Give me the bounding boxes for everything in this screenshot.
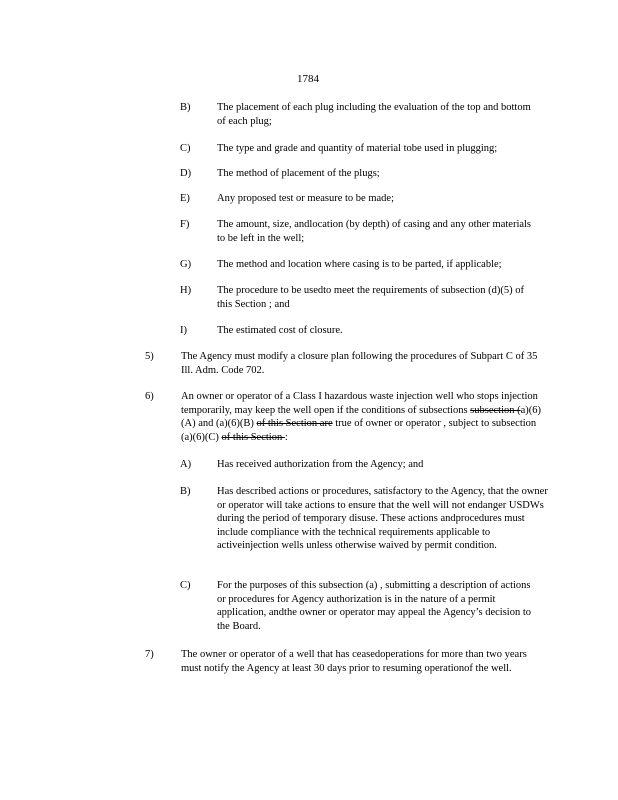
item-text: Has described actions or procedures, satisfactory to the Agency, that the owner or operator will take actions to ensure that the well will not endanger USDWs during the period of temporary disuse. These actions andprocedures must include compliance with the technical requirements applicable to activeinjection wells unless otherwise waived by permit condition. (217, 486, 548, 551)
item-label: B) (180, 486, 191, 497)
item-text: Has received authorization from the Agency; and (217, 459, 424, 470)
item-label: D) (180, 168, 192, 179)
item-text: The method of placement of the plugs; (217, 168, 380, 179)
item-label: A) (180, 459, 192, 470)
text-run: true of owner or operator , subject to subsection (a)(6)(C) (181, 418, 537, 443)
item-label: E) (180, 193, 190, 204)
item-text: The procedure to be usedto meet the requirements of subsection (d)(5) of this Section ; and (217, 285, 525, 310)
item-text: For the purposes of this subsection (a) , submitting a description of actions or procedures for Agency authorization is in the nature of a permit application, andthe owner or operator may appeal the Agency’s decision to the Board. (217, 580, 532, 632)
text-run: An owner or operator of a Class I hazardous waste injection well who stops injection temporarily, may keep the well open if the conditions of subsections (181, 391, 538, 416)
item-text: The estimated cost of closure. (217, 325, 343, 336)
item-label: 6) (145, 391, 154, 402)
item-text (181, 390, 542, 444)
item-text: Any proposed test or measure to be made; (217, 193, 394, 204)
item-label: F) (180, 219, 190, 230)
item-text: The Agency must modify a closure plan following the procedures of Subpart C of 35 Ill. Adm. Code 702. (181, 351, 538, 376)
text-run: : (284, 431, 288, 443)
item-text: The placement of each plug including the evaluation of the top and bottom of each plug; (217, 102, 531, 127)
item-label: G) (180, 259, 192, 270)
item-text: The method and location where casing is to be parted, if applicable; (217, 259, 502, 270)
item-label: 5) (145, 351, 154, 362)
item-label: C) (180, 580, 191, 591)
item-label: I) (180, 325, 187, 336)
deleted-text: subsection ( (470, 404, 521, 416)
item-text: The amount, size, andlocation (by depth) of casing and any other materials to be left in the well; (217, 219, 532, 244)
item-text: The type and grade and quantity of material tobe used in plugging; (217, 143, 498, 154)
deleted-text: of this Section (221, 431, 285, 443)
item-label: B) (180, 102, 191, 113)
deleted-text: of this Section are (256, 418, 333, 429)
item-label: C) (180, 143, 191, 154)
page-number: 1784 (297, 73, 319, 85)
item-label: 7) (145, 649, 154, 660)
item-text: The owner or operator of a well that has ceasedoperations for more than two years must notify the Agency at least 30 days prior to resuming operationof the well. (181, 649, 527, 674)
text-run: a)(6)(A) and (a)(6)(B) (181, 404, 542, 429)
item-label: H) (180, 285, 192, 296)
